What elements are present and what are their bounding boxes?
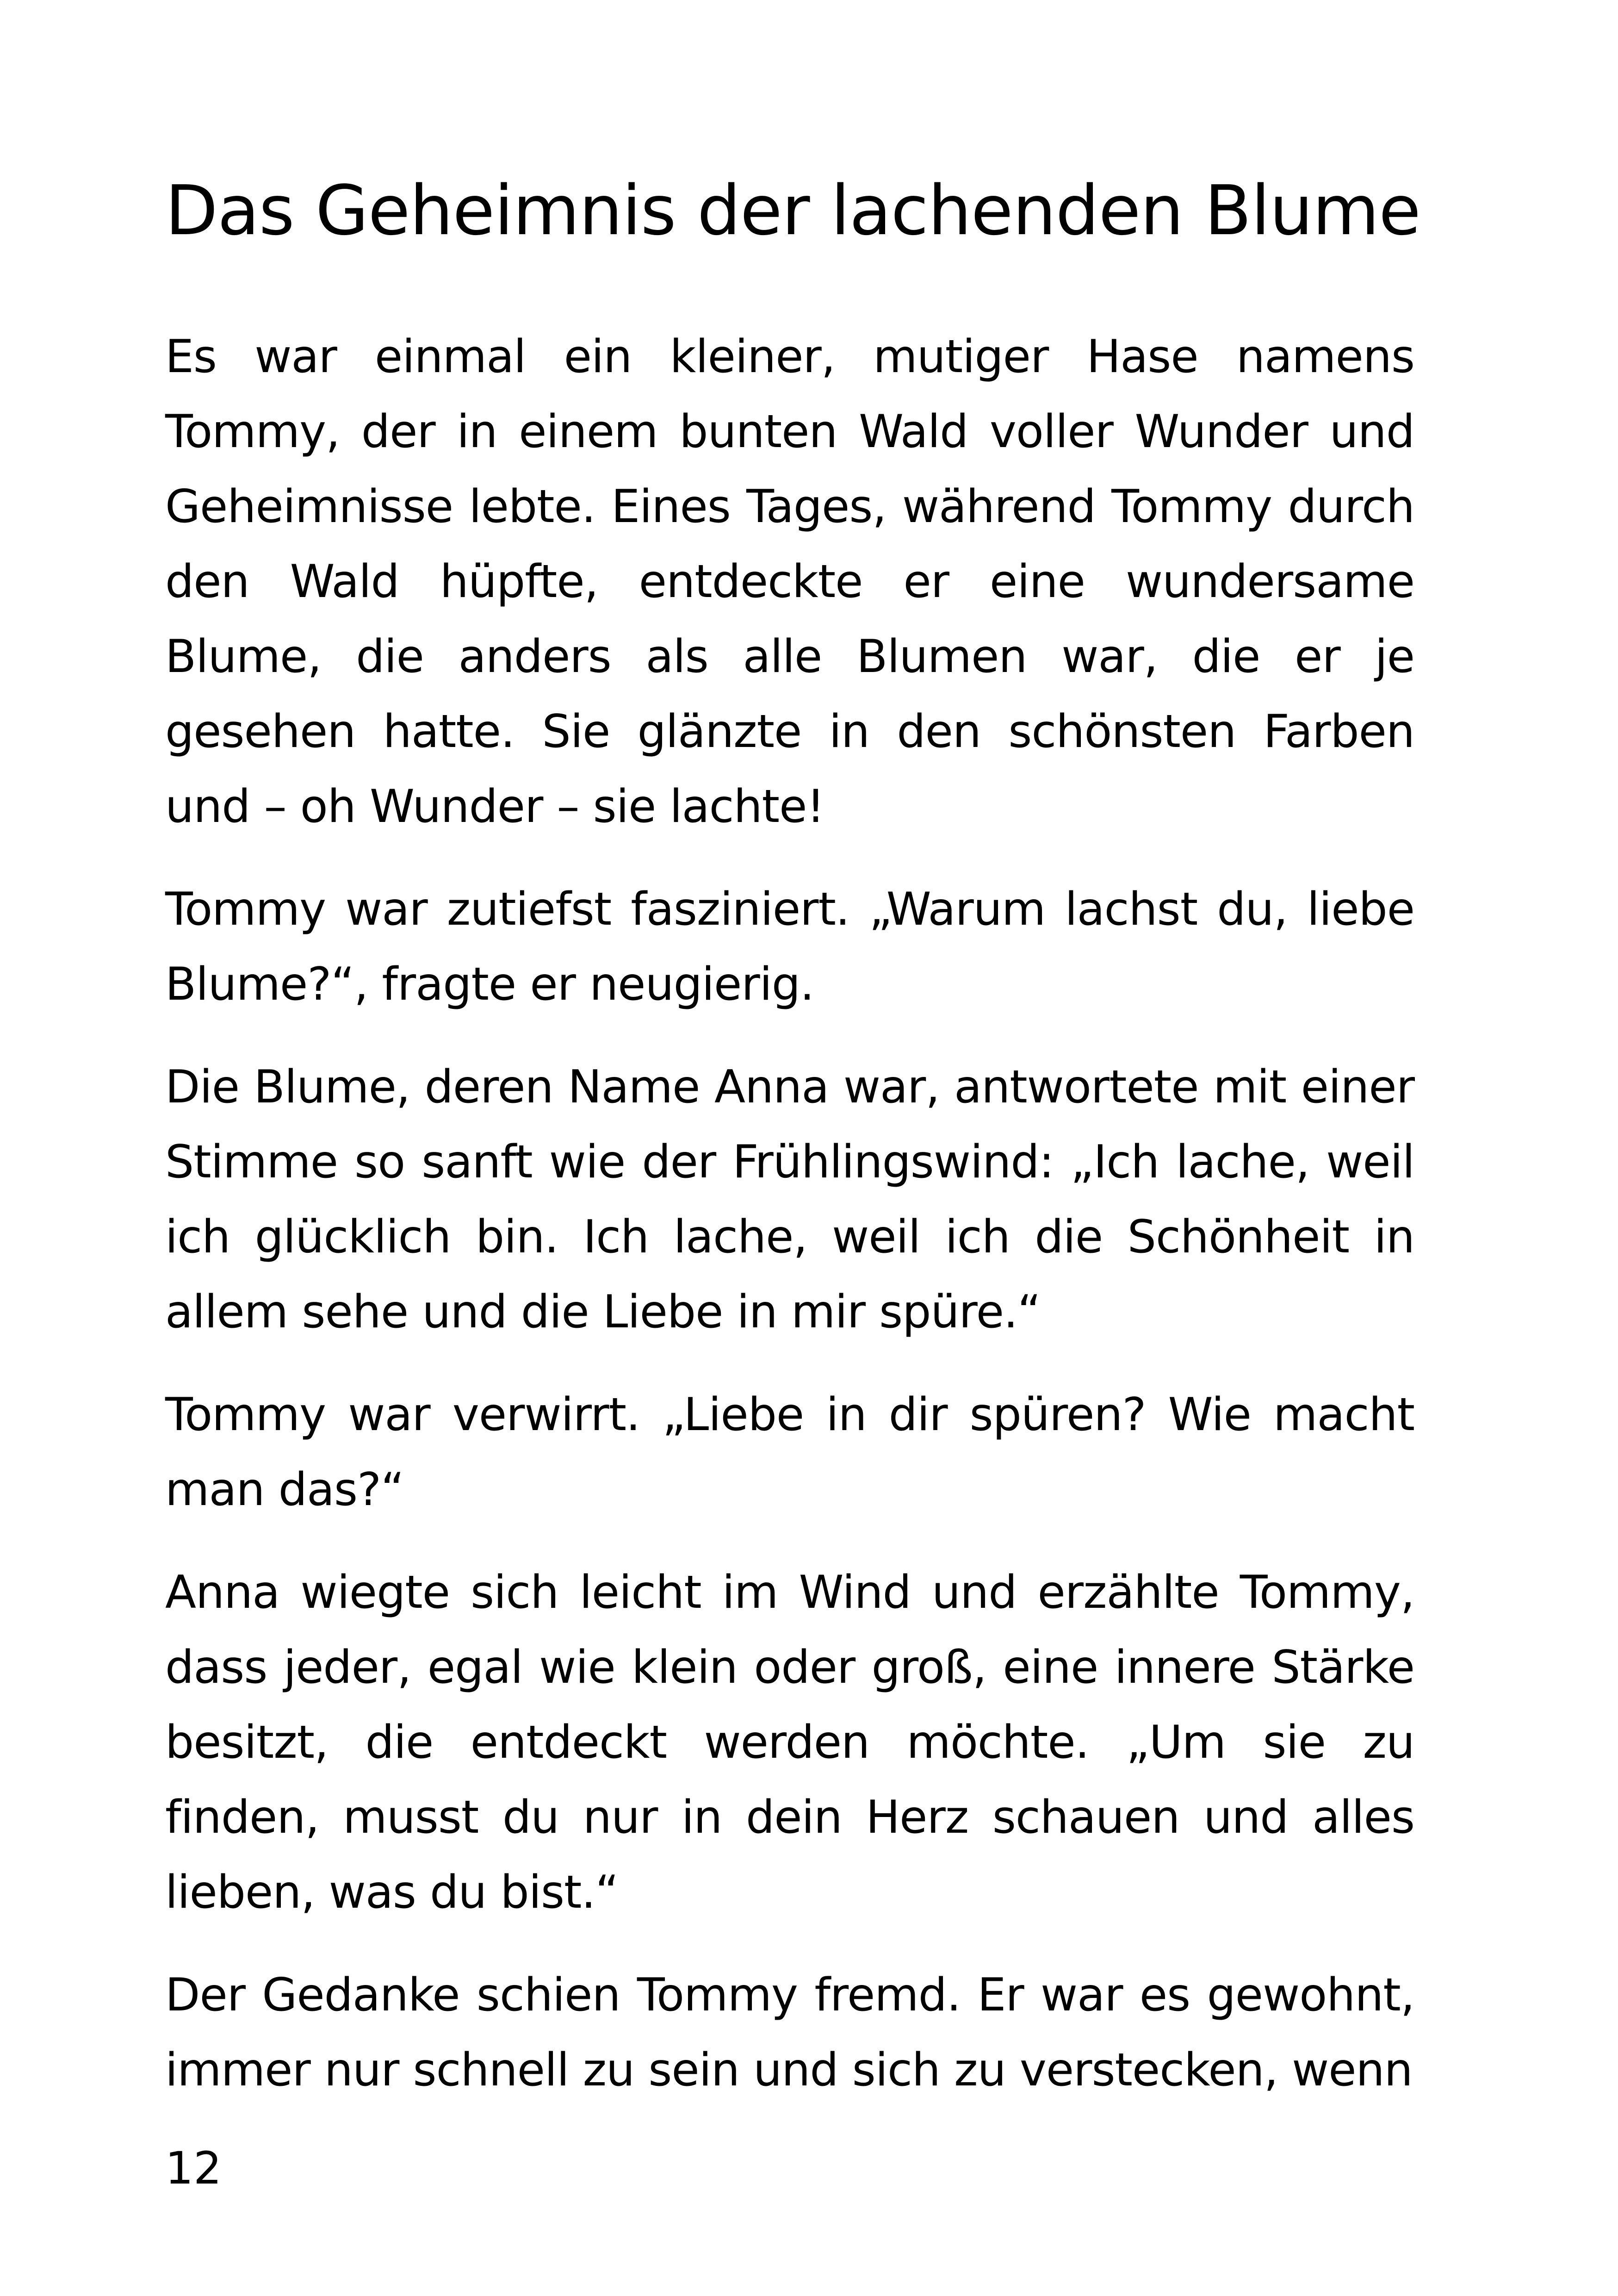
page-number: 12 — [165, 2142, 222, 2194]
paragraph: Tommy war zutiefst fasziniert. „Warum lachst du, liebe Blume?“, fragte er neugierig. — [165, 883, 1414, 1011]
chapter-title: Das Geheimnis der lachenden Blume — [165, 171, 1421, 250]
paragraph: Tommy war verwirrt. „Liebe in dir spüren? Wie macht man das?“ — [165, 1388, 1414, 1516]
paragraph: Es war einmal ein kleiner, mutiger Hase namens Tommy, der in einem bunten Wald voller Wunder und Geheimnisse lebte. Eines Tages, während Tommy durch den Wald hüpfte, entdeckte er eine wundersame Blume, die anders als alle Blumen war, die er je gesehen hatte. Sie glänzte in den schönsten Farben und – oh Wunder – sie lachte! — [165, 330, 1414, 833]
paragraph: Anna wiegte sich leicht im Wind und erzählte Tommy, dass jeder, egal wie klein oder groß, eine innere Stärke besitzt, die entdeckt werden möchte. „Um sie zu finden, musst du nur in dein Herz schauen und alles lieben, was du bist.“ — [165, 1566, 1414, 1919]
paragraph: Die Blume, deren Name Anna war, antwortete mit einer Stimme so sanft wie der Frühlingswind: „Ich lache, weil ich glücklich bin. Ich lache, weil ich die Schönheit in allem sehe und die Liebe in mir spüre.“ — [165, 1061, 1414, 1338]
story-text — [165, 319, 1414, 2135]
paragraph: Der Gedanke schien Tommy fremd. Er war es gewohnt, immer nur schnell zu sein und sich zu verstecken, wenn — [165, 1969, 1414, 2097]
